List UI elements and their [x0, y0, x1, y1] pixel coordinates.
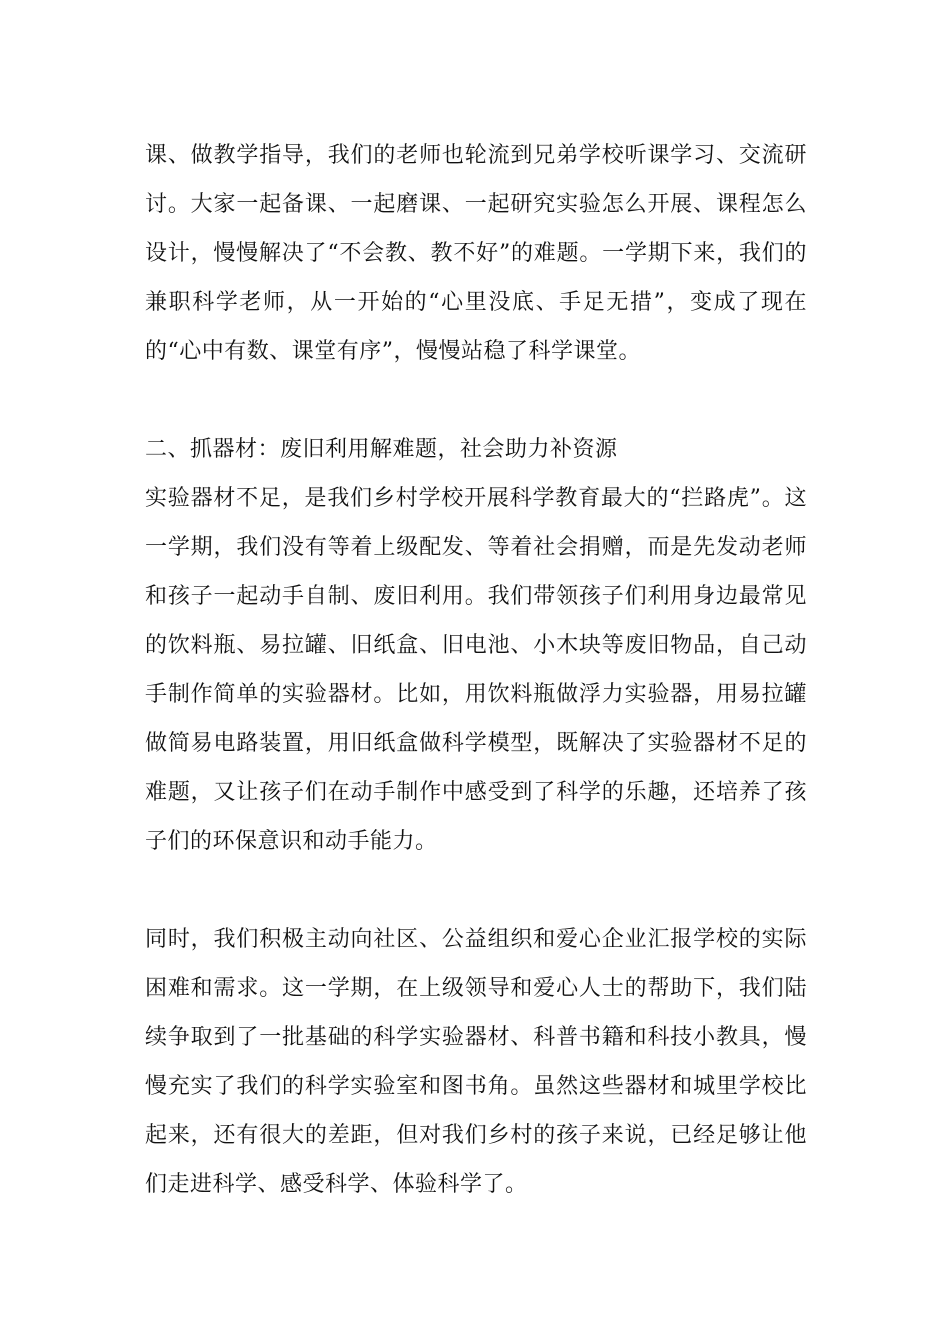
- paragraph-equipment-shortage: 实验器材不足，是我们乡村学校开展科学教育最大的“拦路虎”。这一学期，我们没有等着上级配发、等着社会捐赠，而是先发动老师和孩子一起动手自制、废旧利用。我们带领孩子们利用身边最常见的饮料瓶、易拉罐、旧纸盒、旧电池、小木块等废旧物品，自己动手制作简单的实验器材。比如，用饮料瓶做浮力实验器，用易拉罐做简易电路装置，用旧纸盒做科学模型，既解决了实验器材不足的难题，又让孩子们在动手制作中感受到了科学的乐趣，还培养了孩子们的环保意识和动手能力。: [145, 486, 807, 854]
- paragraph-spacer: [145, 866, 807, 915]
- paragraph-teaching-guidance: 课、做教学指导，我们的老师也轮流到兄弟学校听课学习、交流研讨。大家一起备课、一起磨课、一起研究实验怎么开展、课程怎么设计，慢慢解决了“不会教、教不好”的难题。一学期下来，我们的兼职科学老师，从一开始的“心里没底、手足无措”，变成了现在的“心中有数、课堂有序”，慢慢站稳了科学课堂。: [145, 143, 807, 364]
- paragraph-spacer: [145, 376, 807, 425]
- paragraph-community-support: 同时，我们积极主动向社区、公益组织和爱心企业汇报学校的实际困难和需求。这一学期，在上级领导和爱心人士的帮助下，我们陆续争取到了一批基础的科学实验器材、科普书籍和科技小教具，慢慢充实了我们的科学实验室和图书角。虽然这些器材和城里学校比起来，还有很大的差距，但对我们乡村的孩子来说，已经足够让他们走进科学、感受科学、体验科学了。: [145, 927, 807, 1197]
- document-body: [145, 131, 807, 1209]
- section-heading-equipment: 二、抓器材：废旧利用解难题，社会助力补资源: [145, 437, 618, 462]
